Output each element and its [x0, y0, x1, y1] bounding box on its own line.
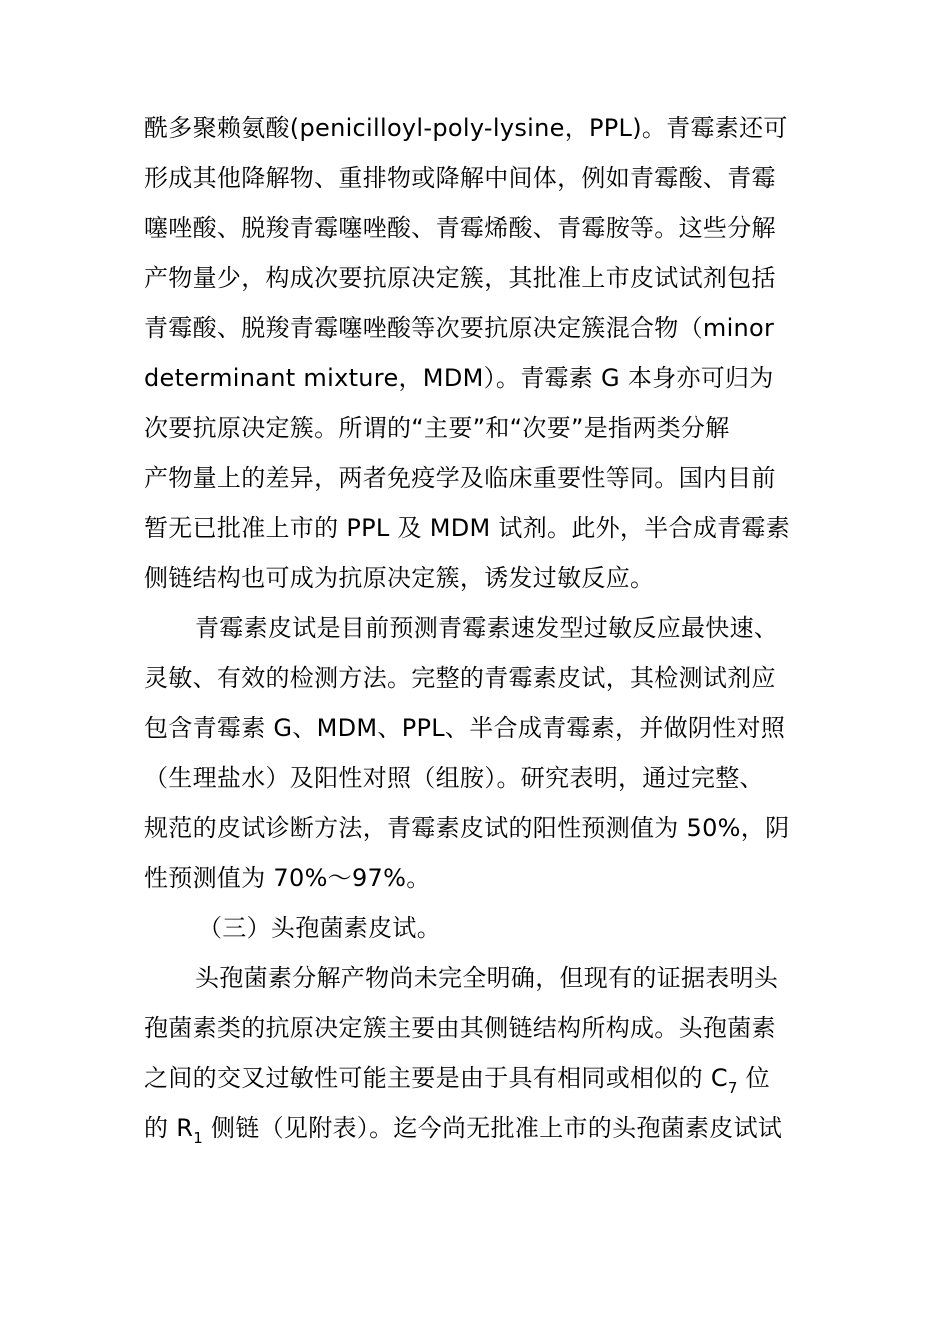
paragraph-1-line-6: determinant mixture，MDM）。青霉素 G 本身亦可归为: [144, 364, 774, 392]
paragraph-3-line-4: [144, 1113, 783, 1147]
paragraph-3-line-4-tail: 侧链（见附表）。迄今尚无批准上市的头孢菌素皮试试: [203, 1114, 783, 1142]
paragraph-2-line-4: （生理盐水）及阳性对照（组胺）。研究表明，通过完整、: [144, 764, 764, 792]
paragraph-1-line-1: 酰多聚赖氨酸(penicilloyl-poly-lysine，PPL)。青霉素还可: [144, 114, 788, 142]
subscript-1: 1: [193, 1129, 204, 1147]
paragraph-3-line-3: [144, 1063, 770, 1097]
paragraph-3-line-2: 孢菌素类的抗原决定簇主要由其侧链结构所构成。头孢菌素: [144, 1014, 776, 1042]
subscript-7: 7: [727, 1079, 738, 1097]
paragraph-1-line-5: 青霉酸、脱羧青霉噻唑酸等次要抗原决定簇混合物（minor: [144, 314, 775, 342]
section-heading: （三）头孢菌素皮试。: [198, 914, 441, 942]
paragraph-1-line-10: 侧链结构也可成为抗原决定簇，诱发过敏反应。: [144, 564, 655, 592]
paragraph-2-line-1: 青霉素皮试是目前预测青霉素速发型过敏反应最快速、: [195, 614, 779, 642]
paragraph-2-line-3: 包含青霉素 G、MDM、PPL、半合成青霉素，并做阴性对照: [144, 714, 786, 742]
paragraph-3-line-1: 头孢菌素分解产物尚未完全明确，但现有的证据表明头: [195, 964, 779, 992]
paragraph-3-line-4-text: 的 R: [144, 1114, 194, 1142]
paragraph-2-line-2: 灵敏、有效的检测方法。完整的青霉素皮试，其检测试剂应: [144, 664, 776, 692]
paragraph-1-line-2: 形成其他降解物、重排物或降解中间体，例如青霉酸、青霉: [144, 164, 776, 192]
paragraph-1-line-7: 次要抗原决定簇。所谓的“主要”和“次要”是指两类分解: [144, 414, 730, 442]
paragraph-1-line-9: 暂无已批准上市的 PPL 及 MDM 试剂。此外，半合成青霉素: [144, 514, 791, 542]
paragraph-1-line-4: 产物量少，构成次要抗原决定簇，其批准上市皮试试剂包括: [144, 264, 776, 292]
paragraph-2-line-5: 规范的皮试诊断方法，青霉素皮试的阳性预测值为 50%，阴: [144, 814, 790, 842]
paragraph-3-line-3-tail: 位: [737, 1064, 770, 1092]
paragraph-1-line-3: 噻唑酸、脱羧青霉噻唑酸、青霉烯酸、青霉胺等。这些分解: [144, 214, 776, 242]
paragraph-2-line-6: 性预测值为 70%～97%。: [144, 864, 431, 892]
paragraph-1-line-8: 产物量上的差异，两者免疫学及临床重要性等同。国内目前: [144, 464, 776, 492]
paragraph-3-line-3-text: 之间的交叉过敏性可能主要是由于具有相同或相似的 C: [144, 1064, 728, 1092]
